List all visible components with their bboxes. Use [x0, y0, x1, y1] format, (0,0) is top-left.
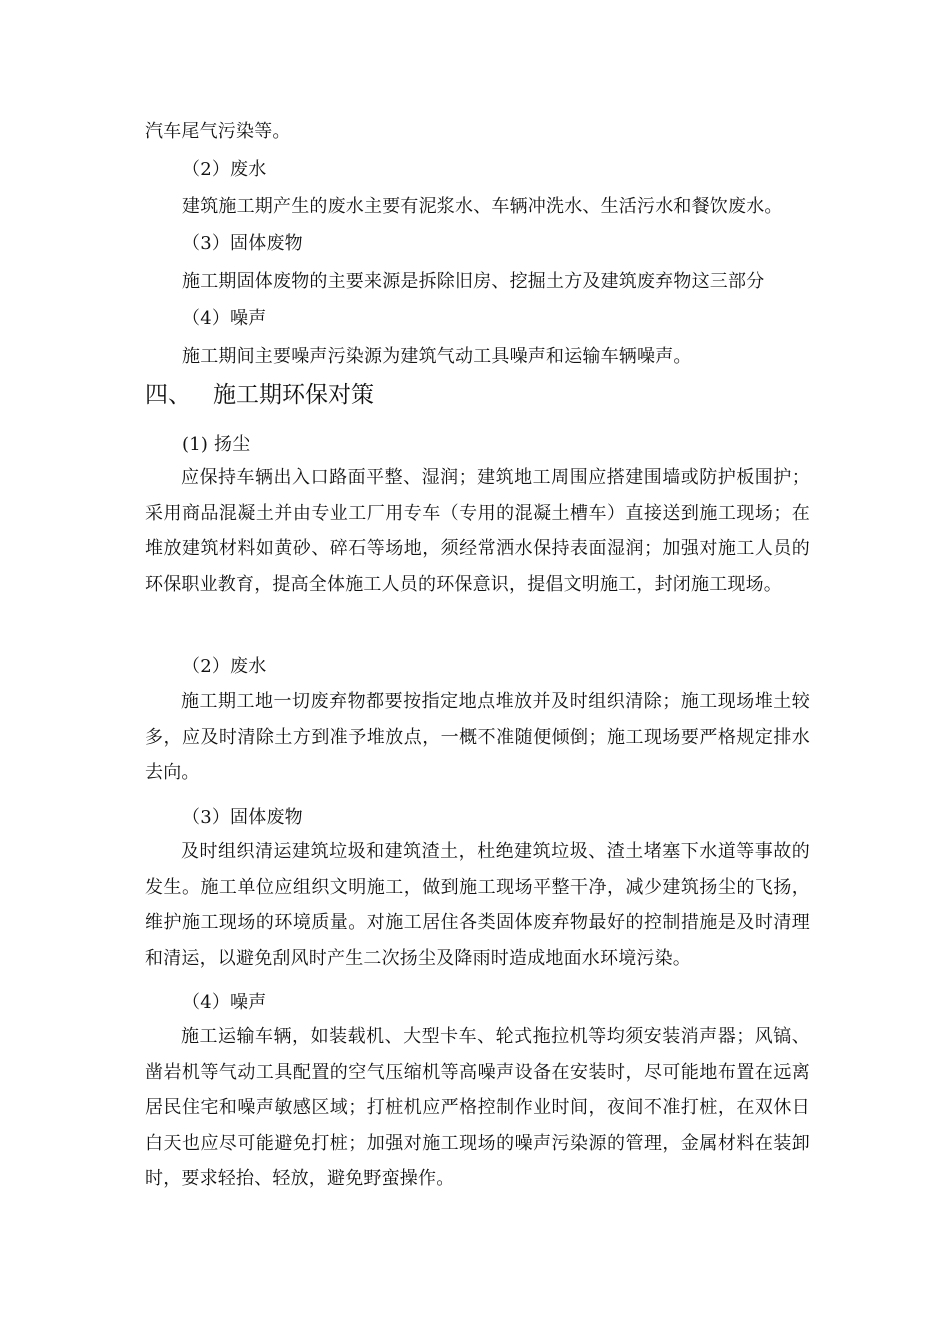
noise-paragraph: 施工运输车辆，如装载机、大型卡车、轮式拖拉机等均须安装消声器；风镐、凿岩机等气动工具配置的空气压缩机等高噪声设备在安装时，尽可能地布置在远离居民住宅和噪声敏感区域；打桩机应严格控制作业时间，夜间不准打桩，在双休日白天也应尽可能避免打桩；加强对施工现场的噪声污染源的管理，金属材料在装卸时，要求轻抬、轻放，避免野蛮操作。 — [145, 1026, 810, 1189]
wastewater-paragraph: 施工期工地一切废弃物都要按指定地点堆放并及时组织清除；施工现场堆土较多，应及时清除土方到准予堆放点，一概不准随便倾倒；施工现场要严格规定排水去向。 — [145, 691, 810, 783]
wastewater-heading: （2）废水 — [182, 656, 267, 677]
prev-noise-text: 施工期间主要噪声污染源为建筑气动工具噪声和运输车辆噪声。 — [182, 346, 692, 367]
continuation-text: 汽车尾气污染等。 — [145, 121, 291, 142]
prev-noise-heading: （4）噪声 — [182, 308, 267, 329]
section-number: 四、 — [145, 382, 191, 408]
section-heading — [145, 380, 374, 410]
prev-wastewater-text: 建筑施工期产生的废水主要有泥浆水、车辆冲洗水、生活污水和餐饮废水。 — [182, 196, 783, 217]
solid-waste-heading: （3）固体废物 — [182, 807, 303, 828]
prev-solid-waste-text: 施工期固体废物的主要来源是拆除旧房、挖掘土方及建筑废弃物这三部分 — [182, 271, 765, 292]
solid-waste-paragraph: 及时组织清运建筑垃圾和建筑渣土，杜绝建筑垃圾、渣土堵塞下水道等事故的发生。施工单位应组织文明施工，做到施工现场平整干净，减少建筑扬尘的飞扬，维护施工现场的环境质量。对施工居住各类固体废弃物最好的控制措施是及时清理和清运，以避免刮风时产生二次扬尘及降雨时造成地面水环境污染。 — [145, 841, 810, 969]
noise-heading: （4）噪声 — [182, 992, 267, 1013]
prev-wastewater-heading: （2）废水 — [182, 159, 267, 180]
dust-heading: (1) 扬尘 — [182, 434, 251, 455]
prev-solid-waste-heading: （3）固体废物 — [182, 233, 303, 254]
dust-paragraph: 应保持车辆出入口路面平整、湿润；建筑地工周围应搭建围墙或防护板围护；采用商品混凝土并由专业工厂用专车（专用的混凝土槽车）直接送到施工现场；在堆放建筑材料如黄砂、碎石等场地，须经常洒水保持表面湿润；加强对施工人员的环保职业教育，提高全体施工人员的环保意识，提倡文明施工，封闭施工现场。 — [145, 467, 810, 595]
section-title: 施工期环保对策 — [213, 382, 374, 408]
